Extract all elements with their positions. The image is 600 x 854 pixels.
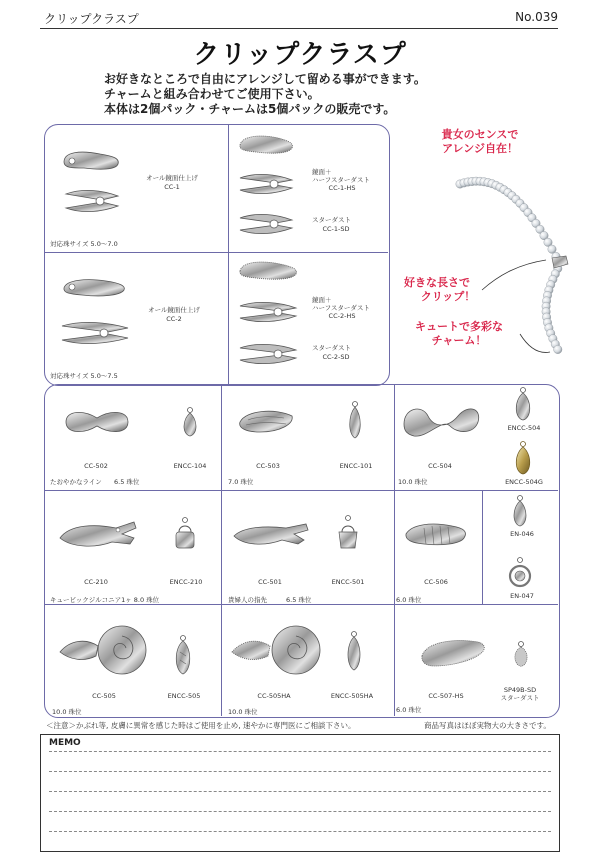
cc-505-image xyxy=(56,622,152,682)
cc-2-hs-code: CC-2-HS xyxy=(328,312,356,320)
encc-505ha-code: ENCC-505HA xyxy=(330,692,374,700)
cc-1-clasp-open-image xyxy=(62,186,122,216)
cc-506-code: CC-506 xyxy=(424,578,448,586)
sp49b-sd-finish: スターダスト xyxy=(500,694,540,702)
cc-507-hs-image xyxy=(418,636,488,670)
callout-sense xyxy=(430,128,530,156)
callout-sense-line-1: 貴女のセンスで xyxy=(441,128,519,141)
cc-1-hs-code: CC-1-HS xyxy=(328,184,356,192)
cc-2-sd-label: スターダスト xyxy=(312,344,351,352)
cc-1-hs-open-image xyxy=(236,170,296,198)
cc-505ha-code: CC-505HA xyxy=(257,692,291,700)
cc-502-image xyxy=(62,406,132,438)
encc-504-code: ENCC-504 xyxy=(507,424,541,432)
cc-1-hs-label-1: 鏡面＋ xyxy=(312,168,332,176)
encc-505-code: ENCC-505 xyxy=(167,692,201,700)
cc-506-image xyxy=(402,518,470,550)
encc-210-image xyxy=(172,516,198,552)
cc-2-clasp-open-image xyxy=(58,318,132,348)
cc-2-hs-open-image xyxy=(236,298,300,326)
en-046-image xyxy=(510,494,530,528)
cc-507-hs-size: 6.0 珠位 xyxy=(396,706,422,714)
cc-501-image xyxy=(230,516,310,550)
sp49b-sd-code: SP49B-SD xyxy=(503,686,537,694)
callout-charm-line-2: チャーム！ xyxy=(431,334,487,347)
en-046-code: EN-046 xyxy=(510,530,534,538)
encc-104-code: ENCC-104 xyxy=(173,462,207,470)
memo-line xyxy=(49,751,551,752)
cc-503-image xyxy=(236,406,296,436)
cc-506-size: 6.0 珠位 xyxy=(396,596,422,604)
callout-length-line-1: 好きな長さで xyxy=(404,276,470,289)
encc-504-image xyxy=(512,386,534,422)
encc-210-code: ENCC-210 xyxy=(169,578,203,586)
cc-504-image xyxy=(398,398,484,442)
cc-1-code: CC-1 xyxy=(164,183,180,191)
catalog-number: No.039 xyxy=(515,10,558,24)
encc-501-image xyxy=(336,514,360,552)
cc-2-sd-code: CC-2-SD xyxy=(322,353,350,361)
cc-501-code: CC-501 xyxy=(258,578,282,586)
encc-504g-image xyxy=(512,440,534,476)
cc-2-sd-open-image xyxy=(236,340,300,368)
divider xyxy=(482,490,483,604)
cc-210-description: キュービックジルコニア1ヶ 8.0 珠位 xyxy=(50,596,160,604)
memo-line xyxy=(49,771,551,772)
cc-502-size: 6.5 珠位 xyxy=(114,478,140,486)
memo-line xyxy=(49,831,551,832)
cc-1-sd-code: CC-1-SD xyxy=(322,225,350,233)
memo-box xyxy=(40,734,560,852)
cc-2-clasp-closed-image xyxy=(60,276,130,300)
header-category: クリップクラスプ xyxy=(44,12,139,26)
divider xyxy=(394,384,395,716)
cc-1-sd-open-image xyxy=(236,210,296,238)
cc-2-finish: オール鏡面仕上げ xyxy=(148,306,200,314)
cc-504-code: CC-504 xyxy=(428,462,452,470)
cc-210-image xyxy=(56,516,138,552)
cc-1-hs-closed-image xyxy=(236,132,296,158)
cc-1-finish: オール鏡面仕上げ xyxy=(146,174,198,182)
divider xyxy=(221,384,222,716)
cc-503-size: 7.0 珠位 xyxy=(228,478,254,486)
cc-1-clasp-closed-image xyxy=(60,148,122,174)
intro-line-1: お好きなところで自由にアレンジして留める事ができます。 xyxy=(104,72,426,86)
cc-505-code: CC-505 xyxy=(92,692,116,700)
cc-1-pearl-range: 対応珠サイズ 5.0〜7.0 xyxy=(50,240,118,248)
header-divider xyxy=(40,28,558,29)
callout-charm-line-1: キュートで多彩な xyxy=(415,320,503,333)
cc-501-description: 貴婦人の指先 xyxy=(228,596,267,604)
callout-sense-line-2: アレンジ自在！ xyxy=(441,142,518,155)
cc-504-size: 10.0 珠位 xyxy=(398,478,428,486)
caution-note: ＜注意＞かぶれ等, 皮膚に異常を感じた時はご使用を止め, 速やかに専門医にご相談下さい。 xyxy=(46,721,356,730)
divider xyxy=(44,252,388,253)
callout-length xyxy=(392,276,482,304)
encc-104-image xyxy=(180,406,200,438)
cc-503-code: CC-503 xyxy=(256,462,280,470)
encc-505-image xyxy=(172,634,194,676)
page-title: クリップクラスプ xyxy=(193,40,407,70)
callout-arrows xyxy=(470,250,560,360)
en-047-image xyxy=(508,556,532,590)
cc-2-hs-closed-image xyxy=(236,258,300,284)
encc-505ha-image xyxy=(344,630,364,672)
intro-line-2: チャームと組み合わせてご使用下さい。 xyxy=(104,87,320,101)
cc-1-hs-label-2: ハーフスターダスト xyxy=(312,176,370,184)
encc-504g-code: ENCC-504G xyxy=(505,478,543,486)
cc-502-description: たおやかなライン xyxy=(50,478,102,486)
memo-line xyxy=(49,791,551,792)
encc-501-code: ENCC-501 xyxy=(331,578,365,586)
intro-text xyxy=(104,72,426,117)
encc-101-code: ENCC-101 xyxy=(339,462,373,470)
cc-1-sd-label: スターダスト xyxy=(312,216,351,224)
sp49b-sd-image xyxy=(512,640,530,668)
cc-501-size: 6.5 珠位 xyxy=(286,596,312,604)
divider xyxy=(44,604,558,605)
cc-2-hs-label-2: ハーフスターダスト xyxy=(312,304,370,312)
memo-title: MEMO xyxy=(49,738,81,748)
cc-2-pearl-range: 対応珠サイズ 5.0〜7.5 xyxy=(50,372,118,380)
cc-2-hs-label-1: 鏡面＋ xyxy=(312,296,332,304)
encc-101-image xyxy=(346,400,364,440)
photo-size-note: 商品写真はほぼ実物大の大きさです。 xyxy=(424,721,551,730)
intro-line-3: 本体は2個パック・チャームは5個パックの販売です。 xyxy=(104,102,396,116)
en-047-code: EN-047 xyxy=(510,592,534,600)
cc-507-hs-code: CC-507-HS xyxy=(428,692,464,700)
cc-505ha-size: 10.0 珠位 xyxy=(228,708,258,716)
divider xyxy=(228,124,229,384)
memo-line xyxy=(49,811,551,812)
cc-502-code: CC-502 xyxy=(84,462,108,470)
cc-505-size: 10.0 珠位 xyxy=(52,708,82,716)
cc-210-code: CC-210 xyxy=(84,578,108,586)
callout-length-line-2: クリップ！ xyxy=(420,290,476,303)
cc-505ha-image xyxy=(228,622,328,682)
divider xyxy=(44,490,558,491)
cc-2-code: CC-2 xyxy=(166,315,182,323)
